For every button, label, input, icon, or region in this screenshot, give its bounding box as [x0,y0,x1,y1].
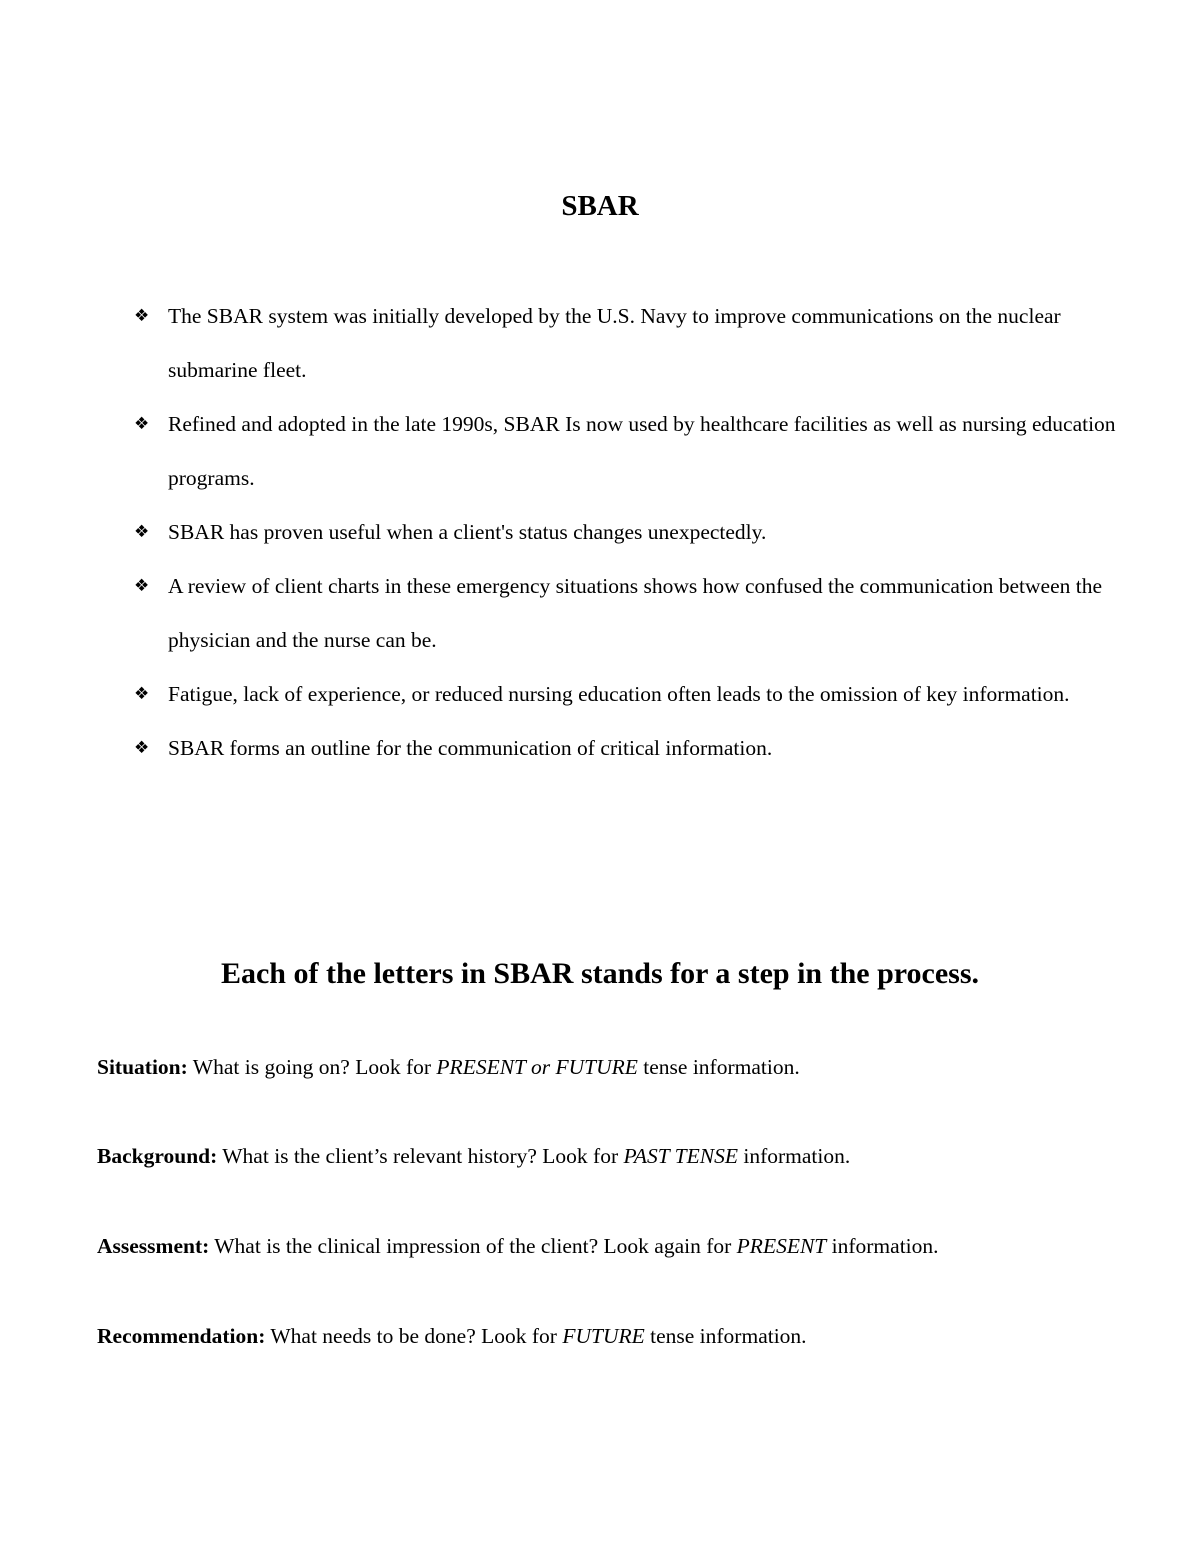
diamond-bullet-icon: ❖ [134,414,150,434]
diamond-bullet-icon: ❖ [134,522,150,542]
step-recommendation [97,1321,1157,1351]
bullet-item [130,289,1130,397]
step-situation [97,1052,1157,1082]
step-term: Recommendation: [97,1324,266,1348]
bullet-text: A review of client charts in these emergency situations shows how confused the communication between the physician and the nurse can be. [168,574,1103,652]
step-tense: PAST TENSE [623,1144,738,1168]
section-heading: Each of the letters in SBAR stands for a step in the process. [220,957,980,990]
step-text-before: What is going on? Look for [187,1055,437,1079]
step-tense: FUTURE [562,1324,645,1348]
step-text-after: tense information. [637,1055,800,1079]
step-text-before: What is the client’s relevant history? Look for [217,1144,624,1168]
diamond-bullet-icon: ❖ [134,306,150,326]
step-text-after: information. [738,1144,851,1168]
bullet-text: SBAR has proven useful when a client's status changes unexpectedly. [168,520,767,544]
step-text-before: What is the clinical impression of the client? Look again for [209,1234,737,1258]
bullet-text: SBAR forms an outline for the communication of critical information. [168,736,773,760]
bullet-item [130,721,1130,775]
bullet-item [130,397,1130,505]
step-background [97,1141,1157,1171]
bullet-text: Fatigue, lack of experience, or reduced nursing education often leads to the omission of key information. [168,682,1070,706]
bullet-item [130,505,1130,559]
step-tense: PRESENT or FUTURE [436,1055,638,1079]
step-text-before: What needs to be done? Look for [265,1324,563,1348]
step-term: Assessment: [97,1234,210,1258]
step-tense: PRESENT [736,1234,827,1258]
step-text-after: tense information. [644,1324,807,1348]
step-term: Situation: [97,1055,188,1079]
step-assessment [97,1231,1157,1261]
diamond-bullet-icon: ❖ [134,738,150,758]
bullet-item [130,667,1130,721]
bullet-list [130,289,1130,775]
bullet-text: The SBAR system was initially developed by the U.S. Navy to improve communications on the nuclear submarine fleet. [168,304,1061,382]
document-title: SBAR [561,190,639,222]
diamond-bullet-icon: ❖ [134,684,150,704]
diamond-bullet-icon: ❖ [134,576,150,596]
bullet-item [130,559,1130,667]
bullet-text: Refined and adopted in the late 1990s, SBAR Is now used by healthcare facilities as well as nursing education programs. [168,412,1116,490]
step-text-after: information. [826,1234,939,1258]
step-term: Background: [97,1144,218,1168]
